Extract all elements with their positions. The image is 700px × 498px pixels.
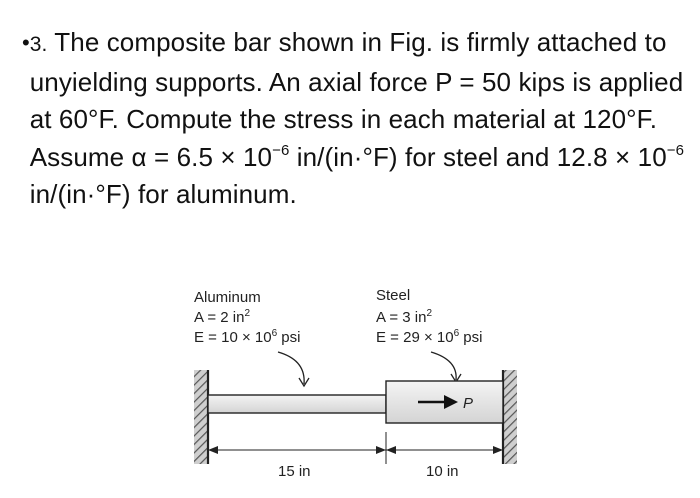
- steel-label: Steel: [376, 287, 411, 304]
- dim-arrow-mid-left: [376, 446, 386, 454]
- steel-area: A = 3 $in^2$: [376, 308, 433, 326]
- left-wall: [194, 370, 208, 464]
- aluminum-length-label: 15 in: [278, 463, 311, 480]
- aluminum-alpha-exponent: −6: [666, 141, 685, 159]
- dim-arrow-mid-right: [386, 446, 396, 454]
- problem-text-part2: in/(in·°F) for steel and 12.8 × 10: [289, 141, 667, 172]
- steel-length-label: 10 in: [426, 463, 459, 480]
- aluminum-modulus: $E = 10 \times 10^6$ psi: [194, 328, 301, 346]
- problem-text-part1: The composite bar shown in Fig. is firmly attached to unyielding supports. An axial force P = 50 kips is applied at 60°F. Compute the stress in each material at 120°F. Assume α = 6.5 × 10: [29, 27, 684, 172]
- load-label: P: [463, 395, 474, 412]
- dim-arrow-right: [493, 446, 503, 454]
- aluminum-bar: [208, 395, 386, 413]
- aluminum-label: Aluminum: [194, 289, 261, 306]
- problem-statement: [22, 24, 692, 214]
- dim-arrow-left: [208, 446, 218, 454]
- aluminum-area: A = 2 $in^2$: [194, 308, 251, 326]
- right-wall: [503, 370, 517, 464]
- steel-modulus: $E = 29 \times 10^6$ psi: [376, 328, 483, 346]
- steel-alpha-exponent: −6: [272, 141, 290, 159]
- problem-number: 3.: [29, 33, 48, 56]
- composite-bar-figure: [186, 282, 526, 492]
- problem-text-part3: in/(in·°F) for aluminum.: [29, 179, 297, 209]
- problem-text: [30, 24, 692, 214]
- bullet: •: [22, 30, 30, 55]
